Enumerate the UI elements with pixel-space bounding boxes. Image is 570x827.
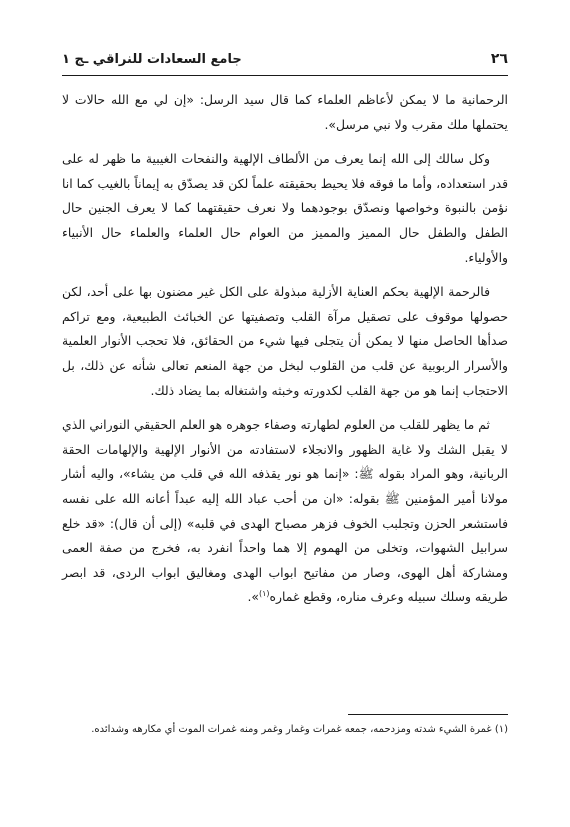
paragraph-text: ثم ما يظهر للقلب من العلوم لطهارته وصفاء جوهره هو العلم الحقيقي النوراني الذي لا يقبل الشك ولا غاية الظهور والانجلاء لاستفادته من الأنوار الإلهية والإلهامات الحقة الربانية، وهو المراد بقوله ﷺ: «إنما هو نور يقذفه الله في قلب من يشاء»، واليه أشار مولانا أمير المؤمنين ﷺ بقوله: «ان من أحب عباد الله إليه عبداً أعانه الله على نفسه فاستشعر الحزن وتجلبب الخوف فزهر مصباح الهدى في قلبه» (إلى أن قال): «قد خلع سرابيل الشهوات، وتخلى من الهموم إلا هما واحداً انفرد به، فخرج من صفة العمى ومشاركة أهل الهوى، وصار من مفاتيح ابواب الهدى ومغاليق ابواب الردى، قد ابصر طريقه وسلك سبيله وعرف مناره، وقطع غماره [62, 417, 508, 605]
paragraph: الرحمانية ما لا يمكن لأعاظم العلماء كما قال سيد الرسل: «إن لي مع الله حالات لا يحتملها ملك مقرب ولا نبي مرسل». [62, 92, 508, 132]
paragraph-with-footnote [62, 413, 508, 610]
body-text [62, 88, 508, 610]
footnote-marker[interactable]: (١) [259, 589, 270, 599]
page-number: ٢٦ [490, 51, 508, 67]
footnote-separator [348, 714, 508, 715]
running-header [62, 48, 508, 70]
header-rule [62, 75, 508, 76]
paragraph: فالرحمة الإلهية بحكم العناية الأزلية مبذولة على الكل غير مضنون بها على أحد، لكن حصولها موقوف على تصقيل مرآة القلب وتصفيتها عن الخبائث الطبيعية، ومع تراكم صدأها الحاصل منها لا يمكن أن يتجلى فيها شيء من الحقائق، فلا تحجب الأنوار العلمية والأسرار الربوبية عن قلب من القلوب لبخل من جهة المنعم تعالى شأنه عن ذلك، بل الاحتجاب إنما هو من جهة القلب لكدورته وخبثه واشتغاله بما يضاد ذلك. [62, 284, 508, 398]
paragraph: وكل سالك إلى الله إنما يعرف من الألطاف الإلهية والنفحات الغيبية ما ظهر له على قدر استعداده، وأما ما فوقه فلا يحيط بحقيقته علماً لكن قد يصدّق به إيماناً بالغيب كما انا نؤمن بالنبوة وخواصها ونصدّق بوجودهما ولا نعرف حقيقتهما كما لا يعرف الجنين حال الطفل والطفل حال المميز والمميز من العوام حال العلماء والعلماء حال الأنبياء والأولياء. [62, 151, 508, 265]
footnote: (١) غمرة الشيء شدته ومزدحمه، جمعه غمرات وغمار وغمر ومنه غمرات الموت أي مكارهه وشدائده. [91, 724, 508, 735]
running-title: جامع السعادات للنراقي ـج ١ [62, 51, 242, 67]
paragraph-end: ». [247, 589, 259, 605]
